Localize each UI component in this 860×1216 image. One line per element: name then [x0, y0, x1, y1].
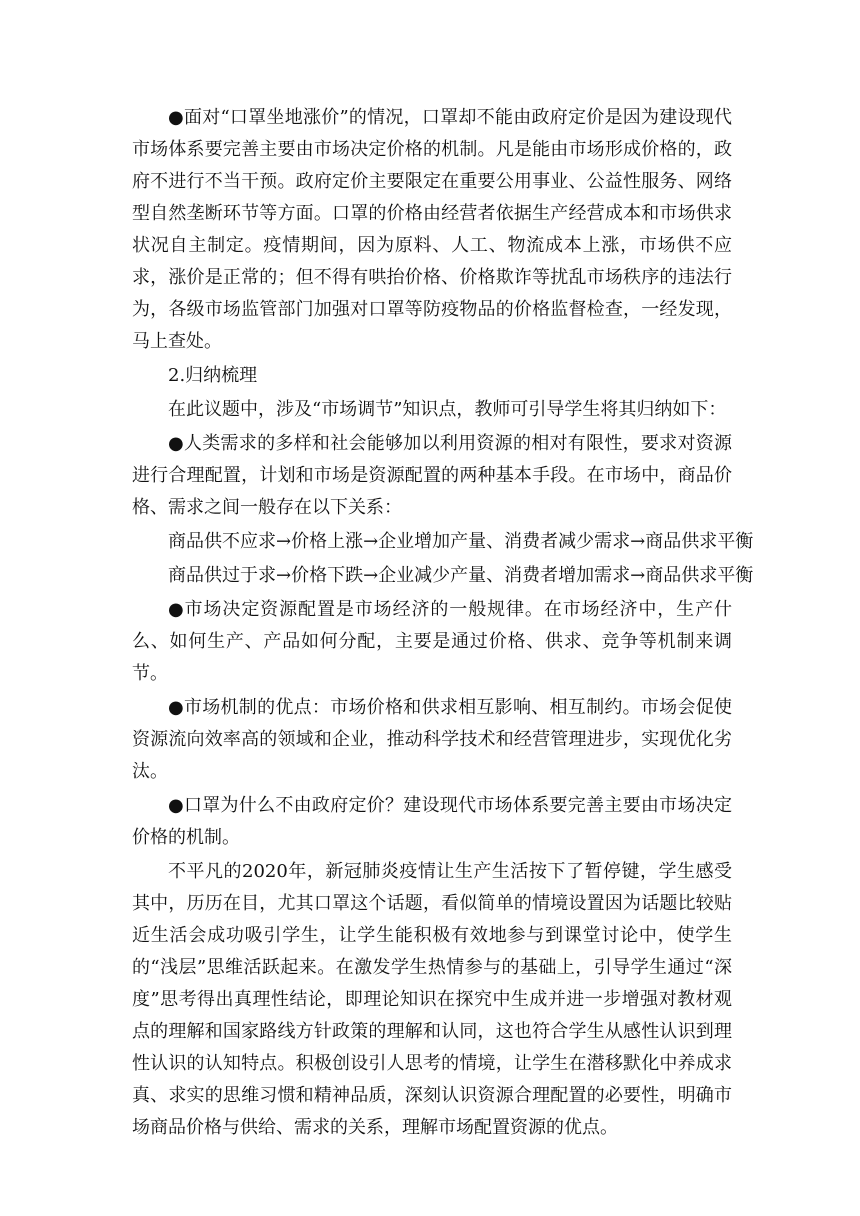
paragraph-mask-pricing: ●面对“口罩坐地涨价”的情况，口罩却不能由政府定价是因为建设现代市场体系要完善主要由市场决定价格的机制。凡是能由市场形成价格的，政府不进行不当干预。政府定价主要限定在重要公用事业、公益性服务、网络型自然垄断环节等方面。口罩的价格由经营者依据生产经营成本和市场供求状况自主制定。疫情期间，因为原料、人工、物流成本上涨，市场供不应求，涨价是正常的；但不得有哄抬价格、价格欺诈等扰乱市场秩序的违法行为，各级市场监管部门加强对口罩等防疫物品的价格监督检查，一经发现，马上查处。: [132, 107, 732, 352]
section-heading-summary: 2.归纳梳理: [168, 365, 258, 386]
paragraph-mask-question: ●口罩为什么不由政府定价？建设现代市场体系要完善主要由市场决定价格的机制。: [132, 795, 732, 848]
paragraph-intro: 在此议题中，涉及“市场调节”知识点，教师可引导学生将其归纳如下：: [168, 399, 727, 420]
paragraph-conclusion: 不平凡的2020年，新冠肺炎疫情让生产生活按下了暂停键，学生感受其中，历历在目，尤其口罩这个话题，看似简单的情境设置因为话题比较贴近生活会成功吸引学生，让学生能积极有效地参与到课堂讨论中，使学生的“浅层”思维活跃起来。在激发学生热情参与的基础上，引导学生通过“深度”思考得出真理性结论，即理论知识在探究中生成并进一步增强对教材观点的理解和国家路线方针政策的理解和认同，这也符合学生从感性认识到理性认识的认知特点。积极创设引人思考的情境，让学生在潜移默化中养成求真、求实的思维习惯和精神品质，深刻认识资源合理配置的必要性，明确市场商品价格与供给、需求的关系，理解市场配置资源的优点。: [132, 861, 732, 1138]
paragraph-market-law: ●市场决定资源配置是市场经济的一般规律。在市场经济中，生产什么、如何生产、产品如何分配，主要是通过价格、供求、竞争等机制来调节。: [132, 599, 732, 684]
document-body: [132, 102, 754, 1146]
paragraph-market-advantages: ●市场机制的优点：市场价格和供求相互影响、相互制约。市场会促使资源流向效率高的领域和企业，推动科学技术和经营管理进步，实现优化劣汰。: [132, 697, 732, 782]
supply-shortage-chain: 商品供不应求→价格上涨→企业增加产量、消费者减少需求→商品供求平衡: [168, 531, 754, 552]
supply-surplus-chain: 商品供过于求→价格下跌→企业减少产量、消费者增加需求→商品供求平衡: [168, 565, 754, 586]
paragraph-resource-allocation: ●人类需求的多样和社会能够加以利用资源的相对有限性，要求对资源进行合理配置，计划和市场是资源配置的两种基本手段。在市场中，商品价格、需求之间一般存在以下关系：: [132, 433, 732, 518]
